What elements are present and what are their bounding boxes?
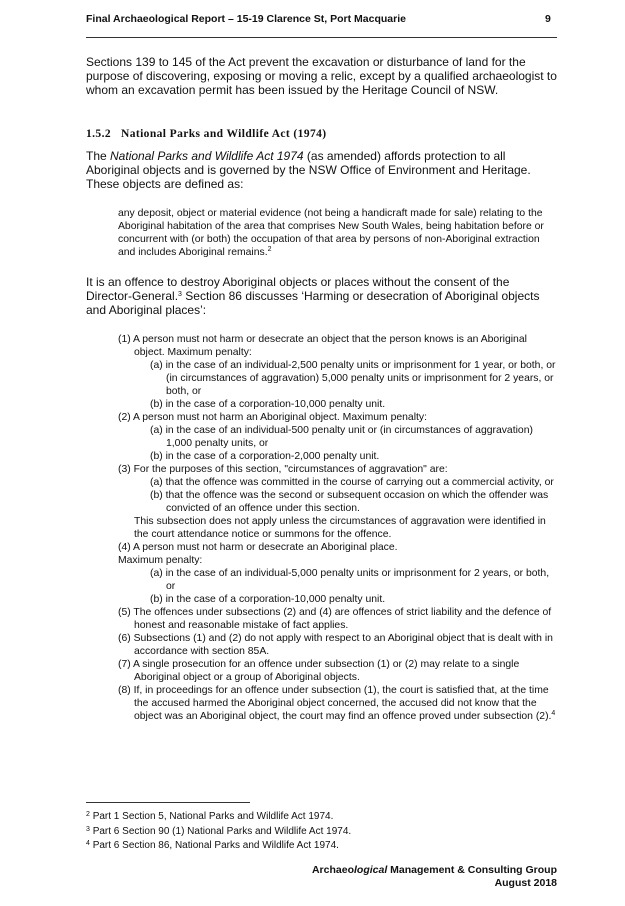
legislation-item-text: (6) Subsections (1) and (2) do not apply with respect to an Aboriginal object that is dealt with in accordance with section 85A. [118, 633, 553, 657]
act-name: National Parks and Wildlife Act 1974 [110, 149, 304, 163]
footnote-text: Part 1 Section 5, National Parks and Wildlife Act 1974. [92, 811, 334, 822]
definition-intro-paragraph [86, 149, 558, 191]
legislation-item-text: (3) For the purposes of this section, "circumstances of aggravation" are: [118, 464, 448, 475]
offence-paragraph [86, 275, 558, 317]
footnote-text: Part 6 Section 90 (1) National Parks and Wildlife Act 1974. [92, 825, 352, 837]
legislation-item [118, 424, 558, 450]
section-number: 1.5.2 [86, 128, 111, 140]
footer [300, 864, 557, 890]
footer-organisation [300, 864, 557, 877]
legislation-item [118, 489, 558, 515]
legislation-item [118, 411, 558, 424]
footnote-ref: 4 [551, 710, 556, 717]
quote-text: any deposit, object or material evidence (not being a handicraft made for sale) relating to the Aboriginal habitation of the area that comprises New South Wales, being habitation before or concurrent with (or both) the occupation of that area by persons of non-Aboriginal extraction and includes Aboriginal remains. [118, 208, 544, 258]
org-name-start: Archaeo [311, 864, 354, 876]
org-name-italic: logical [353, 864, 388, 876]
legislation-item-text: (2) A person must not harm an Aboriginal object. Maximum penalty: [118, 412, 427, 423]
legislation-item [118, 398, 558, 411]
header-divider [86, 37, 557, 38]
footnote [86, 839, 351, 854]
para2-text-end: (as amended) affords protection to all Aboriginal objects and is governed by the NSW Office of Environment and Heritage. These objects are defined as: [86, 149, 531, 191]
intro-paragraph: Sections 139 to 145 of the Act prevent the excavation or disturbance of land for the purpose of discovering, exposing or moving a relic, except by a qualified archaeologist to whom an excavation permit has been issued by the Heritage Council of NSW. [86, 55, 557, 97]
legislation-item-text: (a) in the case of an individual-5,000 penalty units or imprisonment for 2 years, or both, or [150, 568, 550, 592]
page-number: 9 [545, 13, 551, 25]
legislation-item [118, 463, 558, 476]
legislation-item [118, 593, 558, 606]
footnote-number: 3 [86, 825, 90, 833]
para3-text-start: It is an offence to destroy Aboriginal objects or places without the consent of the Director-General. [86, 275, 510, 303]
legislation-item-text: Maximum penalty: [118, 555, 203, 566]
legislation-item [118, 567, 558, 593]
section-title: National Parks and Wildlife Act (1974) [121, 128, 327, 140]
legislation-list [118, 333, 558, 723]
org-name-end: Management & Consulting Group [387, 864, 557, 876]
legislation-item-text: (a) that the offence was committed in the course of carrying out a commercial activity, or [150, 477, 554, 488]
legislation-item-text: (a) in the case of an individual-500 penalty unit or (in circumstances of aggravation) 1,000 penalty units, or [150, 425, 533, 449]
legislation-item-text: (b) in the case of a corporation-2,000 penalty unit. [150, 451, 380, 462]
header-title: Final Archaeological Report – 15-19 Clarence St, Port Macquarie [86, 13, 406, 25]
legislation-item [118, 684, 558, 723]
legislation-item [118, 333, 558, 359]
legislation-item [118, 450, 558, 463]
footnote-ref: 3 [178, 291, 182, 298]
legislation-item [118, 541, 558, 554]
legislation-item [118, 476, 558, 489]
legislation-item-text: (b) in the case of a corporation-10,000 penalty unit. [150, 399, 386, 410]
definition-quote [118, 207, 558, 259]
legislation-item-text: This subsection does not apply unless the circumstances of aggravation were identified in the court attendance notice or summons for the offence. [134, 516, 546, 540]
footnotes [86, 810, 351, 854]
legislation-item-text: (b) that the offence was the second or subsequent occasion on which the offender was convicted of an offence under this section. [150, 490, 549, 514]
footnote-divider [86, 802, 250, 803]
footnote-number: 4 [86, 840, 90, 847]
legislation-item-text: (7) A single prosecution for an offence under subsection (1) or (2) may relate to a single Aboriginal object or a group of Aboriginal objects. [118, 659, 520, 683]
legislation-item [118, 359, 558, 398]
section-heading [86, 128, 327, 140]
footnote-number: 2 [86, 811, 90, 818]
legislation-item-text: (4) A person must not harm or desecrate an Aboriginal place. [118, 542, 398, 553]
footnote-text: Part 6 Section 86, National Parks and Wildlife Act 1974. [92, 840, 339, 851]
legislation-item-text: (5) The offences under subsections (2) and (4) are offences of strict liability and the defence of honest and reasonable mistake of fact applies. [118, 607, 552, 631]
legislation-item-text: (8) If, in proceedings for an offence under subsection (1), the court is satisfied that, at the time the accused harmed the Aboriginal object concerned, the accused did not know that the object was an Aboriginal object, the court may find an offence proved under subsection (2). [118, 685, 552, 722]
legislation-item [118, 554, 558, 567]
legislation-item [118, 606, 558, 632]
legislation-item [118, 658, 558, 684]
footnote-ref: 2 [267, 246, 272, 253]
para3-text-end: Section 86 discusses ‘Harming or desecration of Aboriginal objects and Aboriginal places’: [86, 289, 540, 317]
legislation-item-text: (1) A person must not harm or desecrate an object that the person knows is an Aboriginal object. Maximum penalty: [118, 334, 527, 358]
footer-date: August 2018 [494, 877, 557, 889]
legislation-item-text: (b) in the case of a corporation-10,000 penalty unit. [150, 594, 386, 605]
footnote [86, 825, 351, 840]
legislation-item [118, 515, 558, 541]
legislation-item-text: (a) in the case of an individual-2,500 penalty units or imprisonment for 1 year, or both, or (in circumstances of aggravation) 5,000 penalty units or imprisonment for 2 years, or both, or [150, 360, 556, 397]
para2-text-start: The [86, 149, 111, 163]
footnote [86, 810, 351, 825]
legislation-item [118, 632, 558, 658]
